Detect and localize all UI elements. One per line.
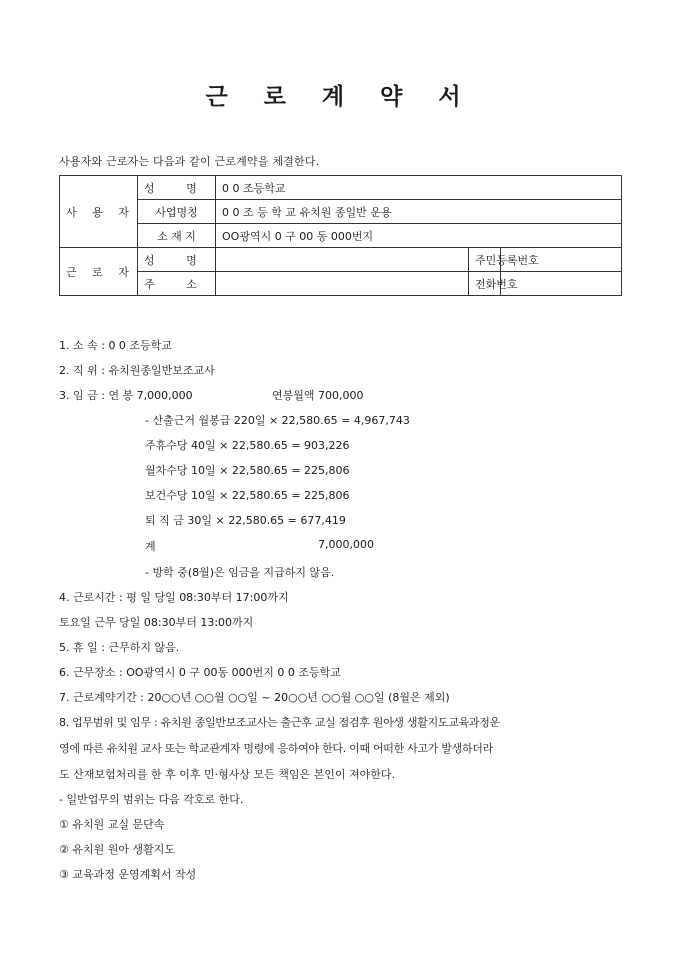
total-value: 7,000,000 xyxy=(318,538,374,551)
worker-name-field: 성 명 xyxy=(138,248,216,272)
intro-text: 사용자와 근로자는 다음과 같이 근로계약을 체결한다. xyxy=(59,155,320,168)
worker-row-name xyxy=(60,248,622,272)
worker-phone-value xyxy=(501,272,622,296)
monthly-leave-line: 월차수당 10일 × 22,580.65 = 225,806 xyxy=(145,464,350,477)
employer-name-field: 성 명 xyxy=(138,176,216,200)
employer-business-value: 0 0 조 등 학 교 유치원 종일반 운용 xyxy=(216,200,622,224)
employer-row-location xyxy=(60,224,622,248)
employer-location-field: 소 재 지 xyxy=(138,224,216,248)
vacation-note: - 방학 중(8월)은 임금을 지급하지 않음. xyxy=(145,566,335,579)
employer-location-value: OO광역시 0 구 00 동 000번지 xyxy=(216,224,622,248)
severance-line: 퇴 직 금 30일 × 22,580.65 = 677,419 xyxy=(145,514,346,527)
wage-line: 3. 임 금 : 연 봉 7,000,000 xyxy=(59,389,193,402)
worker-id-field: 주민등록번호 xyxy=(469,248,501,272)
duty-line-2: 영에 따른 유치원 교사 또는 학교관계자 명령에 응하여야 한다. 이때 어떠한 사고가 발생하더라 xyxy=(59,742,493,755)
scope-item-3: ③ 교육과정 운영계획서 작성 xyxy=(59,868,197,881)
period-line: 7. 근로계약기간 : 20○○년 ○○월 ○○일 ~ 20○○년 ○○월 ○○일 (8월은 제외) xyxy=(59,691,450,704)
workplace-line: 6. 근무장소 : OO광역시 0 구 00동 000번지 0 0 조등학교 xyxy=(59,666,341,679)
employer-label: 사 용 자 xyxy=(60,176,138,248)
parties-table xyxy=(59,175,622,296)
worker-address-field: 주 소 xyxy=(138,272,216,296)
health-allowance-line: 보건수당 10일 × 22,580.65 = 225,806 xyxy=(145,489,350,502)
worker-row-address xyxy=(60,272,622,296)
saturday-line: 토요일 근무 당일 08:30부터 13:00까지 xyxy=(59,616,254,629)
worker-phone-field: 전화번호 xyxy=(469,272,501,296)
employer-business-field: 사업명칭 xyxy=(138,200,216,224)
employer-row-name xyxy=(60,176,622,200)
duty-line-3: 도 산재보험처리를 한 후 이후 민·형사상 모든 책임은 본인이 져야한다. xyxy=(59,768,395,781)
scope-item-1: ① 유치원 교실 문단속 xyxy=(59,818,165,831)
total-label: 계 xyxy=(145,540,156,553)
holiday-line: 5. 휴 일 : 근무하지 않음. xyxy=(59,641,180,654)
weekly-allowance-line: 주휴수당 40일 × 22,580.65 = 903,226 xyxy=(145,439,350,452)
calc-basis-line: - 산출근거 월봉급 220일 × 22,580.65 = 4,967,743 xyxy=(145,414,410,427)
worker-name-value xyxy=(216,248,469,272)
scope-item-2: ② 유치원 원아 생활지도 xyxy=(59,843,175,856)
worker-label: 근 로 자 xyxy=(60,248,138,296)
employer-row-business xyxy=(60,200,622,224)
general-scope-line: - 일반업무의 범위는 다음 각호로 한다. xyxy=(59,793,244,806)
duty-line-1: 8. 업무범위 및 임무 : 유치원 종일반보조교사는 출근후 교실 점검후 원아생 생활지도교육과정운 xyxy=(59,716,500,729)
worker-address-value xyxy=(216,272,469,296)
employer-name-value: 0 0 조등학교 xyxy=(216,176,622,200)
document-title: 근 로 계 약 서 xyxy=(205,84,475,110)
affiliation-line: 1. 소 속 : 0 0 조등학교 xyxy=(59,339,172,352)
position-line: 2. 직 위 : 유치원종일반보조교사 xyxy=(59,364,215,377)
work-hours-line: 4. 근로시간 : 평 일 당일 08:30부터 17:00까지 xyxy=(59,591,289,604)
wage-monthly: 연봉월액 700,000 xyxy=(272,389,364,402)
